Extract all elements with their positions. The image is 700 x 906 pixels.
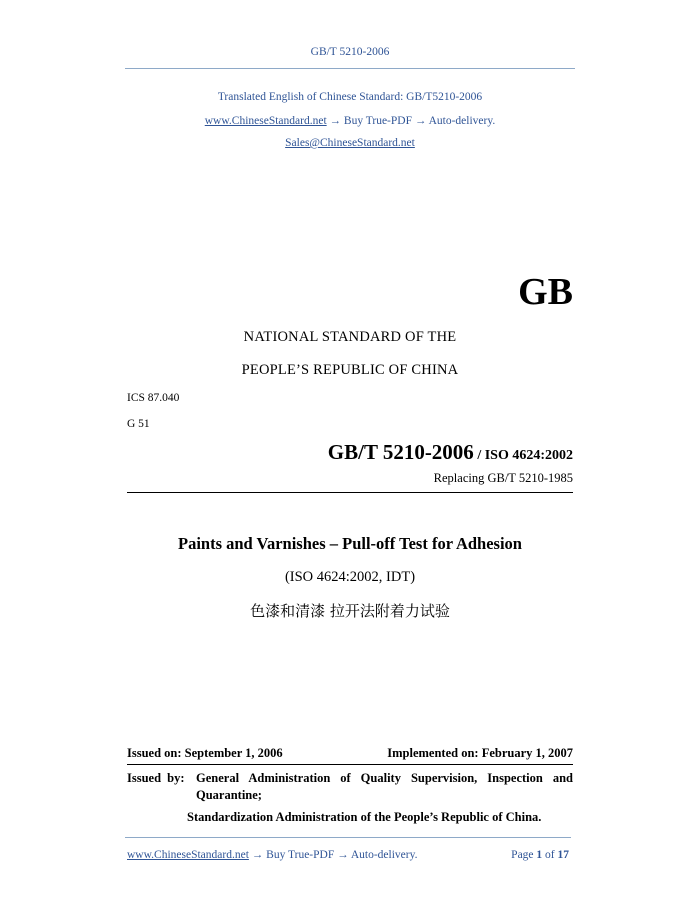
dates-divider xyxy=(127,764,573,765)
standard-number-line xyxy=(328,440,573,465)
gb-mark: GB xyxy=(518,271,573,313)
document-title: Paints and Varnishes – Pull-off Test for Adhesion xyxy=(178,534,522,553)
page-current: 1 xyxy=(536,849,543,861)
footer-site-link[interactable]: www.ChineseStandard.net xyxy=(127,849,249,861)
running-header: GB/T 5210-2006 xyxy=(310,46,390,58)
implemented-on: Implemented on: February 1, 2007 xyxy=(387,746,573,760)
standard-number: GB/T 5210-2006 xyxy=(327,440,474,464)
standard-separator: / xyxy=(473,448,485,463)
top-site-line xyxy=(0,115,700,127)
iso-number: ISO 4624:2002 xyxy=(484,448,573,463)
footer-divider xyxy=(125,837,571,838)
top-site-rest: → Buy True-PDF → Auto-delivery. xyxy=(326,115,496,127)
footer-site-line xyxy=(127,849,417,861)
page-total: 17 xyxy=(557,849,569,861)
issued-on: Issued on: September 1, 2006 xyxy=(127,746,283,760)
email-link[interactable]: Sales@ChineseStandard.net xyxy=(285,137,415,149)
translated-note: Translated English of Chinese Standard: GB/T5210-2006 xyxy=(217,91,483,103)
national-standard-line1: NATIONAL STANDARD OF THE xyxy=(243,329,457,345)
header-divider xyxy=(125,68,575,69)
footer-site-rest: → Buy True-PDF → Auto-delivery. xyxy=(248,849,418,861)
document-subtitle: (ISO 4624:2002, IDT) xyxy=(284,569,416,585)
issued-by-text: General Administration of Quality Supervision, Inspection and Quarantine; xyxy=(196,771,573,802)
national-standard-line2: PEOPLE’S REPUBLIC OF CHINA xyxy=(241,362,459,378)
issued-by-second: Standardization Administration of the People’s Republic of China. xyxy=(187,810,542,824)
top-site-link[interactable]: www.ChineseStandard.net xyxy=(204,115,327,127)
page-label: Page xyxy=(511,849,537,861)
replacing-note: Replacing GB/T 5210-1985 xyxy=(433,471,573,485)
ics-code: ICS 87.040 xyxy=(127,392,180,404)
issued-by-label: Issued by: xyxy=(127,771,185,785)
page-number xyxy=(511,849,569,861)
chinese-title: 色漆和清漆 拉开法附着力试验 xyxy=(250,602,450,620)
g-code: G 51 xyxy=(127,418,150,430)
issued-by-block xyxy=(127,770,573,804)
page-of-label: of xyxy=(542,849,558,861)
email-line xyxy=(0,137,700,149)
standard-divider xyxy=(127,492,573,493)
